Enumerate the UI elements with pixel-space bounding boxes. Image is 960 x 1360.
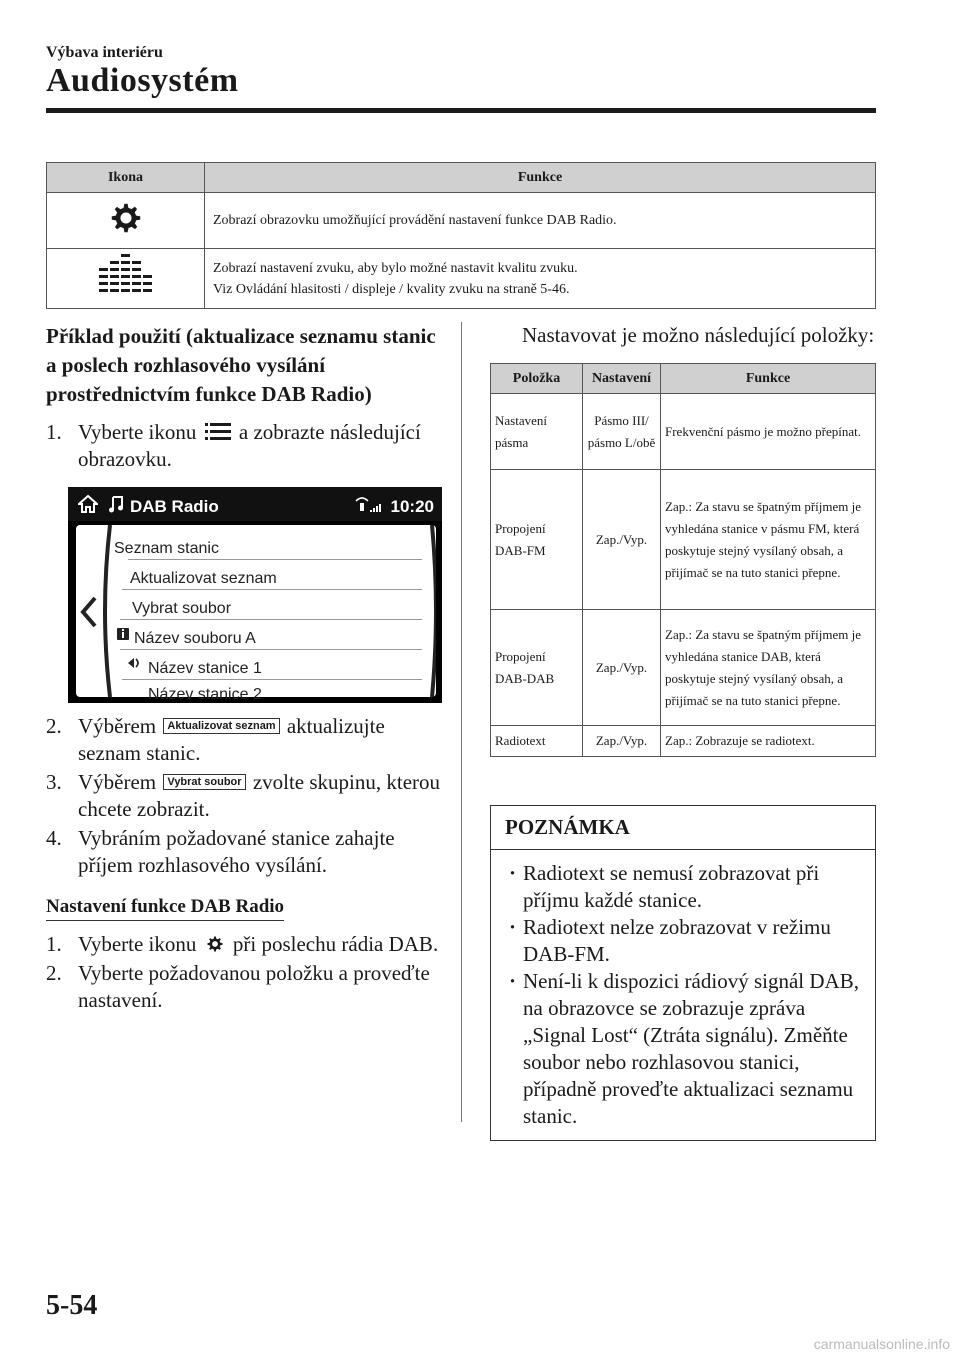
settings-intro: Nastavovat je možno následující položky: (522, 323, 875, 347)
settings-col-header: Nastavení (583, 364, 661, 394)
step-number: 4. (46, 826, 62, 850)
step-text (78, 931, 438, 958)
watermark: carmanualsonline.info (813, 1336, 950, 1352)
step (46, 960, 446, 1014)
table-row (491, 470, 876, 610)
note-title: POZNÁMKA (491, 806, 875, 850)
step-text-part: aktualizujte seznam stanic. (78, 714, 385, 765)
icon-table (46, 162, 876, 309)
list-item[interactable]: Aktualizovat seznam (130, 570, 277, 587)
screen-title: DAB Radio (130, 497, 219, 516)
section-label: Výbava interiéru (46, 44, 163, 61)
gear-icon (107, 199, 145, 237)
step-number: 2. (46, 714, 62, 738)
icon-cell (47, 193, 205, 249)
select-ensemble-chip: Vybrat soubor (163, 774, 245, 790)
update-list-chip: Aktualizovat seznam (163, 718, 279, 734)
settings-col-header: Funkce (661, 364, 876, 394)
step-number: 1. (46, 420, 62, 444)
icon-col-header: Ikona (47, 163, 205, 193)
step-text: Vybráním požadované stanice zahajte příjem rozhlasového vysílání. (78, 826, 395, 877)
settings-col-header: Položka (491, 364, 583, 394)
dab-radio-screen (68, 487, 442, 703)
step-text (78, 419, 446, 473)
note-box (490, 805, 876, 1141)
step (46, 825, 446, 879)
gear-icon (205, 934, 225, 954)
column-divider (461, 322, 462, 1122)
step (46, 419, 446, 473)
step-text: Vyberte požadovanou položku a proveďte nastavení. (78, 961, 430, 1012)
home-icon (78, 494, 98, 514)
step (46, 713, 446, 767)
list-separator (120, 619, 422, 620)
list-item[interactable]: Název stanice 2 (148, 686, 262, 703)
function-text: Zobrazí obrazovku umožňující provádění nastavení funkce DAB Radio. (205, 193, 876, 249)
step-text-part: Výběrem (78, 770, 157, 794)
table-cell: Zap./Vyp. (583, 610, 661, 726)
list-separator (120, 649, 422, 650)
equalizer-icon (99, 252, 153, 300)
table-cell: Frekvenční pásmo je možno přepínat. (661, 394, 876, 470)
step-text-part: Vyberte ikonu (78, 420, 197, 444)
step-text-part: při poslechu rádia DAB. (232, 932, 439, 956)
folder-info-icon (116, 627, 130, 641)
station-antenna-icon (126, 655, 142, 671)
step (46, 769, 446, 823)
table-cell: Nastavení pásma (491, 394, 583, 470)
table-row (491, 610, 876, 726)
step-text (78, 713, 446, 767)
left-column (46, 322, 446, 1016)
table-row (491, 726, 876, 757)
table-cell: Propojení DAB-DAB (491, 610, 583, 726)
screen-topbar (68, 487, 442, 521)
note-item: · Není-li k dispozici rádiový signál DAB, na obrazovce se zobrazuje zpráva „Signal Lost“ (Ztráta signálu). Změňte soubor nebo rozhlasovou stanici, případně proveďte aktualizaci seznamu stanic. (509, 968, 861, 1130)
table-cell: Propojení DAB-FM (491, 470, 583, 610)
list-separator (122, 679, 422, 680)
screen-clock: 10:20 (390, 497, 434, 516)
settings-table (490, 363, 876, 757)
step-text-part: Vyberte ikonu (78, 932, 197, 956)
right-column (490, 322, 876, 1141)
step-text-part: a zobrazte následující obrazovku. (78, 420, 421, 471)
icon-cell (47, 249, 205, 309)
step-text-part: Výběrem (78, 714, 157, 738)
page-title: Audiosystém (46, 62, 239, 99)
step-number: 3. (46, 770, 62, 794)
title-rule (46, 108, 876, 113)
page-number: 5-54 (46, 1290, 98, 1321)
list-separator (128, 559, 422, 560)
function-line: Viz Ovládání hlasitosti / displeje / kvality zvuku na straně 5-46. (213, 281, 570, 297)
note-list (491, 850, 875, 1140)
list-separator (122, 589, 422, 590)
table-cell: Pásmo III/ pásmo L/obě (583, 394, 661, 470)
list-menu-icon (205, 422, 231, 442)
step-text-part: zvolte skupinu, kterou chcete zobrazit. (78, 770, 441, 821)
signal-icon (354, 495, 384, 515)
table-cell: Zap./Vyp. (583, 470, 661, 610)
note-item: · Radiotext se nemusí zobrazovat při příjmu každé stanice. (509, 860, 861, 914)
list-item[interactable]: Vybrat soubor (132, 600, 232, 617)
table-cell: Zap./Vyp. (583, 726, 661, 757)
table-cell: Zap.: Za stavu se špatným příjmem je vyhledána stanice DAB, která poskytuje stejný vysílaný obsah, a přijímač se na tuto stanici přepne. (661, 610, 876, 726)
step-number: 1. (46, 932, 62, 956)
table-cell: Radiotext (491, 726, 583, 757)
music-note-icon (108, 495, 124, 513)
table-cell: Zap.: Za stavu se špatným příjmem je vyhledána stanice v pásmu FM, která poskytuje stejný vysílaný obsah, a přijímač se na tuto stanici přepne. (661, 470, 876, 610)
step-text (78, 769, 446, 823)
example-heading: Příklad použití (aktualizace seznamu stanic a poslech rozhlasového vysílání prostřednictvím funkce DAB Radio) (46, 324, 436, 406)
note-item: · Radiotext nelze zobrazovat v režimu DAB-FM. (509, 914, 861, 968)
step-number: 2. (46, 961, 62, 985)
list-item[interactable]: Název stanice 1 (148, 660, 262, 677)
function-line: Zobrazí nastavení zvuku, aby bylo možné nastavit kvalitu zvuku. (213, 260, 578, 276)
step (46, 931, 446, 958)
function-text (205, 249, 876, 309)
list-item[interactable]: Seznam stanic (114, 540, 219, 557)
table-cell: Zap.: Zobrazuje se radiotext. (661, 726, 876, 757)
table-row (491, 394, 876, 470)
dab-settings-heading: Nastavení funkce DAB Radio (46, 893, 284, 921)
function-col-header: Funkce (205, 163, 876, 193)
list-item[interactable]: Název souboru A (134, 630, 256, 647)
screen-panel (76, 525, 436, 703)
